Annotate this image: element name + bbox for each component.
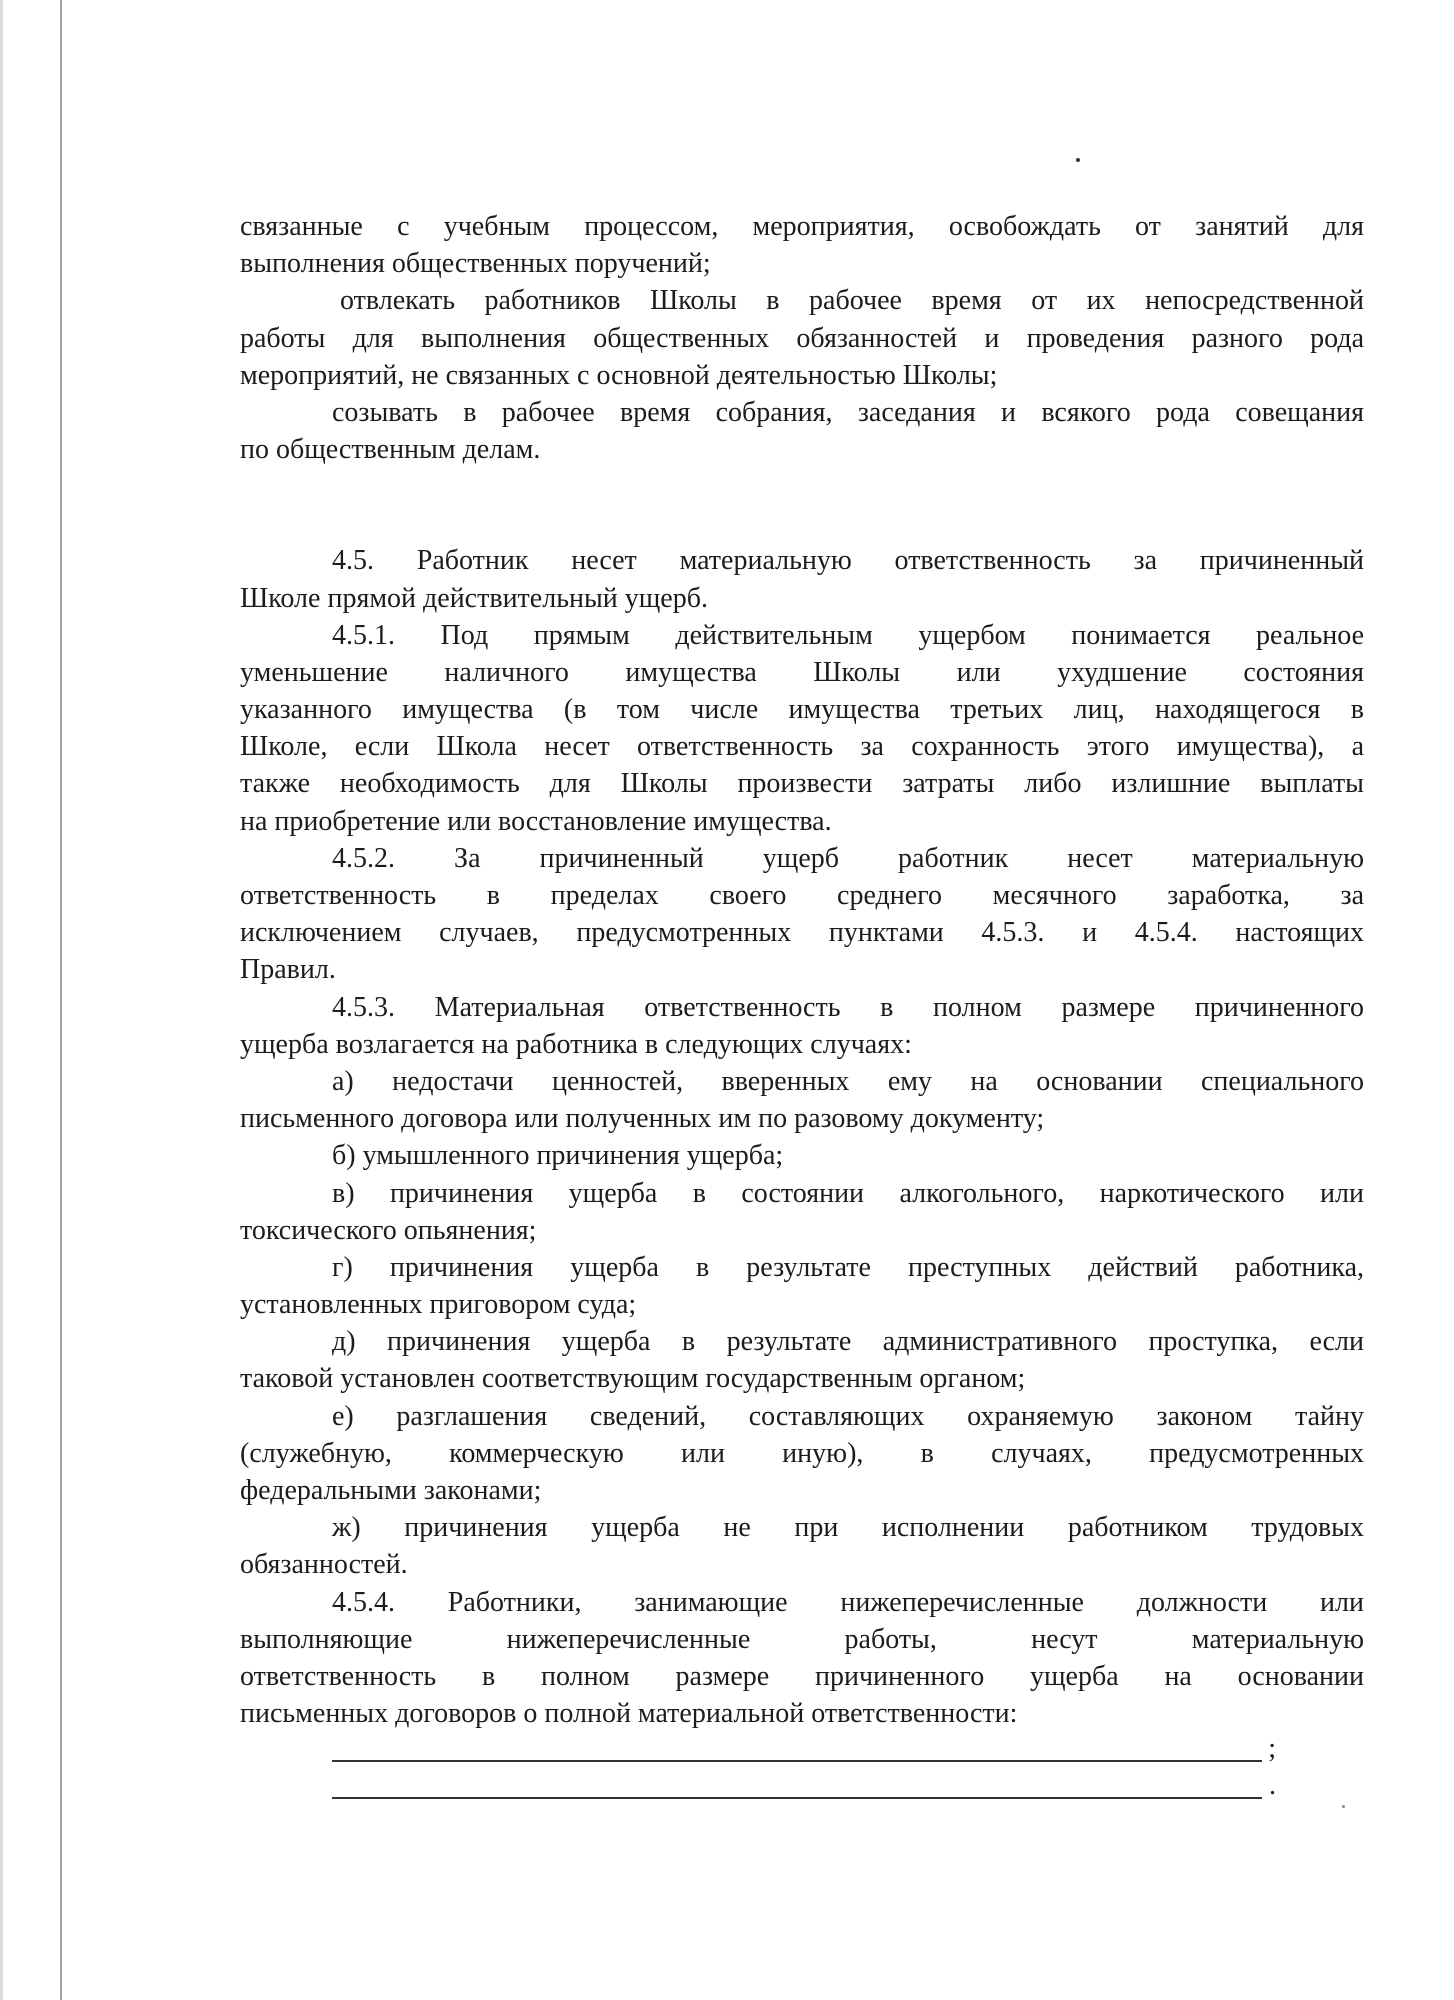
paragraph <box>240 282 1364 394</box>
paragraph <box>240 1584 1364 1733</box>
scan-speck <box>1076 158 1080 162</box>
text-line: ответственность в пределах своего среднего месячного заработка, за <box>240 880 1364 911</box>
text-line: ущерба возлагается на работника в следующих случаях: <box>240 1028 912 1060</box>
paragraph <box>240 617 1364 840</box>
text-line: г) причинения ущерба в результате преступных действий работника, <box>332 1251 1364 1283</box>
text-line: токсического опьянения; <box>240 1214 537 1246</box>
text-line: Школе прямой действительный ущерб. <box>240 582 708 614</box>
text-line: также необходимость для Школы произвести затраты либо излишние выплаты <box>240 768 1364 800</box>
text-line: 4.5.2. За причиненный ущерб работник несет материальную <box>332 842 1364 874</box>
text-line: (служебную, коммерческую или иную), в случаях, предусмотренных <box>240 1437 1364 1469</box>
section-top <box>240 208 1364 468</box>
paragraph <box>240 840 1364 989</box>
paragraph <box>240 989 1364 1063</box>
text-line: б) умышленного причинения ущерба; <box>332 1140 784 1172</box>
paragraph <box>240 208 1364 282</box>
text-line: в) причинения ущерба в состоянии алкогольного, наркотического или <box>332 1177 1364 1209</box>
text-line: 4.5.1. Под прямым действительным ущербом понимается реальное <box>332 619 1364 651</box>
text-line: обязанностей. <box>240 1549 408 1581</box>
text-line: связанные с учебным процессом, мероприятия, освобождать от занятий для <box>240 211 1364 242</box>
scan-edge <box>0 0 3 2000</box>
scan-fold-line <box>60 0 62 2000</box>
blank-punctuation: . <box>1269 1770 1276 1802</box>
paragraph <box>240 1509 1364 1583</box>
text-line: установленных приговором суда; <box>240 1289 637 1321</box>
paragraph <box>240 1175 1364 1249</box>
text-line: Правил. <box>240 954 336 986</box>
blank-field <box>332 1732 1276 1769</box>
text-line: письменного договора или полученных им по разовому документу; <box>240 1103 1045 1135</box>
fill-in-blanks <box>240 1732 1364 1806</box>
paragraph <box>240 1249 1364 1323</box>
text-line: ж) причинения ущерба не при исполнении работником трудовых <box>332 1512 1364 1544</box>
text-line: созывать в рабочее время собрания, заседания и всякого рода совещания <box>332 396 1364 428</box>
paragraph <box>240 1063 1364 1137</box>
paragraph <box>240 542 1364 616</box>
text-line: по общественным делам. <box>240 434 541 466</box>
text-line: а) недостачи ценностей, вверенных ему на основании специального <box>332 1065 1364 1097</box>
section-4-5 <box>240 542 1364 1732</box>
text-line: 4.5.3. Материальная ответственность в полном размере причиненного <box>332 991 1364 1023</box>
paragraph <box>240 1398 1364 1510</box>
paragraph <box>240 1323 1364 1397</box>
text-line: 4.5.4. Работники, занимающие нижеперечисленные должности или <box>332 1586 1364 1618</box>
text-line: письменных договоров о полной материальной ответственности: <box>240 1698 1018 1730</box>
blank-punctuation: ; <box>1268 1733 1276 1765</box>
underline <box>332 1797 1262 1799</box>
text-line: 4.5. Работник несет материальную ответственность за причиненный <box>332 545 1364 577</box>
text-line: е) разглашения сведений, составляющих охраняемую законом тайну <box>332 1400 1364 1432</box>
text-line: таковой установлен соответствующим государственным органом; <box>240 1363 1026 1395</box>
text-line: мероприятий, не связанных с основной деятельностью Школы; <box>240 359 998 391</box>
text-line: отвлекать работников Школы в рабочее время от их непосредственной <box>340 285 1364 317</box>
text-line: работы для выполнения общественных обязанностей и проведения разного рода <box>240 322 1364 354</box>
blank-field <box>332 1770 1276 1807</box>
paragraph-gap <box>240 468 1364 542</box>
text-line: д) причинения ущерба в результате административного проступка, если <box>332 1326 1364 1358</box>
text-line: уменьшение наличного имущества Школы или ухудшение состояния <box>240 656 1364 688</box>
text-line: Школе, если Школа несет ответственность за сохранность этого имущества), а <box>240 731 1364 763</box>
paragraph <box>240 394 1364 468</box>
text-line: на приобретение или восстановление имущества. <box>240 805 832 837</box>
underline <box>332 1760 1262 1762</box>
text-line: исключением случаев, предусмотренных пунктами 4.5.3. и 4.5.4. настоящих <box>240 917 1364 949</box>
text-line: выполняющие нижеперечисленные работы, несут материальную <box>240 1623 1364 1655</box>
text-line: указанного имущества (в том числе имущества третьих лиц, находящегося в <box>240 694 1364 726</box>
text-line: выполнения общественных поручений; <box>240 248 711 280</box>
document-page <box>240 208 1364 1807</box>
text-line: федеральными законами; <box>240 1475 542 1506</box>
paragraph <box>240 1137 1364 1174</box>
text-line: ответственность в полном размере причиненного ущерба на основании <box>240 1660 1364 1692</box>
